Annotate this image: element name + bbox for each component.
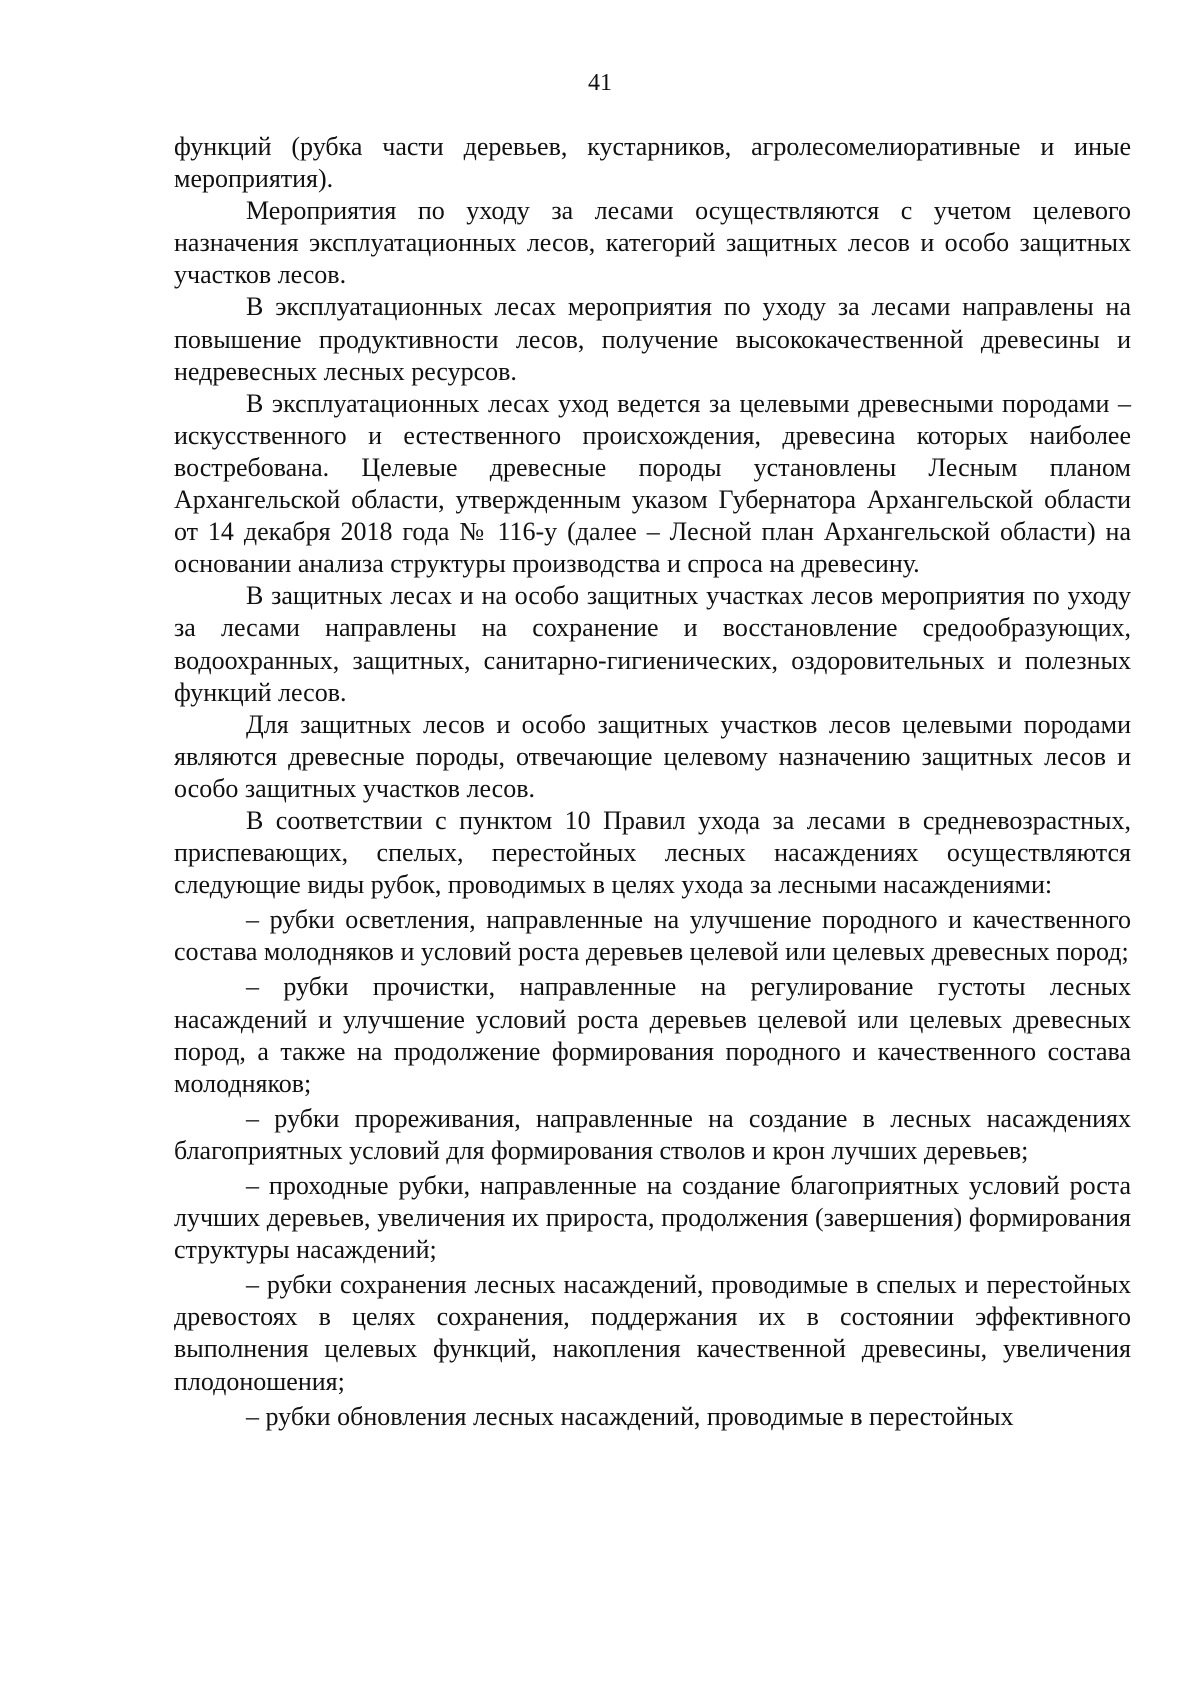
list-item: – проходные рубки, направленные на создание благоприятных условий роста лучших деревьев, увеличения их прироста, продолжения (завершения) формирования структуры насаждений; — [174, 1171, 1131, 1265]
paragraph: В соответствии с пунктом 10 Правил ухода за лесами в средневозрастных, приспевающих, спелых, перестойных лесных насаждениях осуществляются следующие виды рубок, проводимых в целях ухода за лесными насаждениями: — [174, 805, 1131, 900]
list-item: – рубки осветления, направленные на улучшение породного и качественного состава молодняков и условий роста деревьев целевой или целевых древесных пород; — [174, 905, 1131, 967]
list-item: – рубки обновления лесных насаждений, проводимые в перестойных — [246, 1401, 1014, 1431]
list-item: – рубки прореживания, направленные на создание в лесных насаждениях благоприятных условий для формирования стволов и крон лучших деревьев; — [174, 1103, 1131, 1165]
paragraph: В эксплуатационных лесах мероприятия по уходу за лесами направлены на повышение продуктивности лесов, получение высококачественной древесины и недревесных лесных ресурсов. — [174, 292, 1131, 386]
paragraph: В защитных лесах и на особо защитных участках лесов мероприятия по уходу за лесами направлены на сохранение и восстановление средообразующих, водоохранных, защитных, санитарно-гигиенических, оздоровительных и полезных функций лесов. — [174, 581, 1131, 707]
page-number: 41 — [588, 70, 612, 96]
list-item: – рубки сохранения лесных насаждений, проводимые в спелых и перестойных древостоях в целях сохранения, поддержания их в состоянии эффективного выполнения целевых функций, накопления качественной древесины, увеличения плодоношения; — [174, 1270, 1131, 1396]
paragraph: Для защитных лесов и особо защитных участков лесов целевыми породами являются древесные породы, отвечающие целевому назначению защитных лесов и особо защитных участков лесов. — [174, 709, 1131, 803]
list-item: – рубки прочистки, направленные на регулирование густоты лесных насаждений и улучшение условий роста деревьев целевой или целевых древесных пород, а также на продолжение формирования породного и качественного состава молодняков; — [174, 972, 1131, 1098]
paragraph: Мероприятия по уходу за лесами осуществляются с учетом целевого назначения эксплуатационных лесов, категорий защитных лесов и особо защитных участков лесов. — [174, 196, 1131, 290]
document-body — [174, 131, 1131, 1433]
paragraph-continuation: функций (рубка части деревьев, кустарников, агролесомелиоративные и иные мероприятия). — [174, 132, 1131, 194]
paragraph: В эксплуатационных лесах уход ведется за целевыми древесными породами – искусственного и естественного происхождения, древесина которых наиболее востребована. Целевые древесные породы установлены Лесным планом Архангельской области, утвержденным указом Губернатора Архангельской области от 14 декабря 2018 года № 116-у (далее – Лесной план Архангельской области) на основании анализа структуры производства и спроса на древесину. — [174, 388, 1131, 579]
